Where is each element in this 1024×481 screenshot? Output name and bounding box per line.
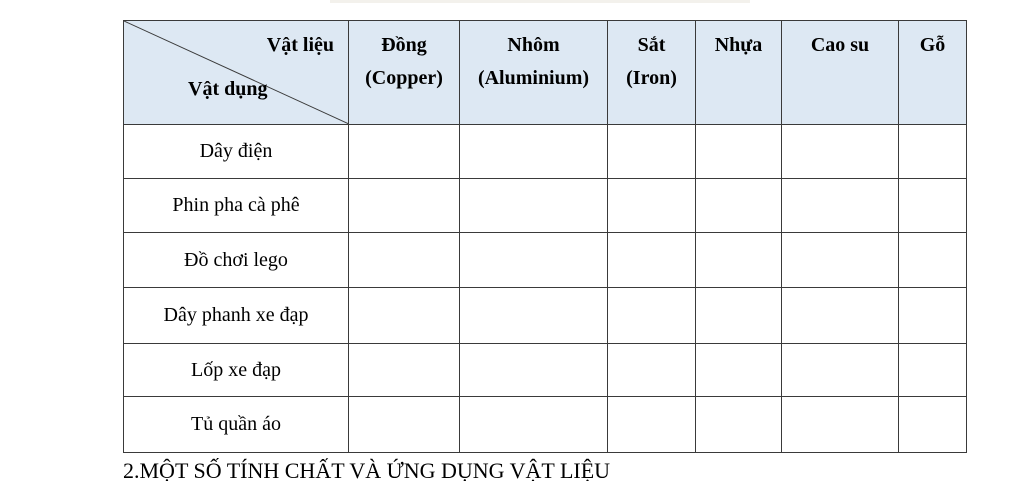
- table-row: [124, 344, 967, 397]
- empty-cell: [460, 344, 608, 397]
- column-header-line1: Nhôm: [507, 34, 560, 56]
- empty-cell: [696, 288, 782, 344]
- cropped-title-strip: [330, 0, 750, 3]
- column-header-line1: Đồng: [381, 34, 427, 56]
- empty-cell: [608, 344, 696, 397]
- empty-cell: [608, 288, 696, 344]
- empty-cell: [899, 233, 967, 288]
- column-header-iron: [608, 21, 696, 125]
- row-label: Dây phanh xe đạp: [124, 288, 349, 344]
- empty-cell: [460, 179, 608, 233]
- column-header-plastic: [696, 21, 782, 125]
- row-label: Phin pha cà phê: [124, 179, 349, 233]
- empty-cell: [349, 397, 460, 453]
- table-row: [124, 233, 967, 288]
- column-header-line1: Sắt: [637, 34, 666, 56]
- empty-cell: [899, 288, 967, 344]
- empty-cell: [696, 179, 782, 233]
- corner-label-item: Vật dụng: [188, 78, 268, 100]
- corner-label-material: Vật liệu: [266, 34, 334, 56]
- column-header-wood: [899, 21, 967, 125]
- empty-cell: [782, 344, 899, 397]
- row-label: Tủ quần áo: [124, 397, 349, 453]
- table-row: [124, 179, 967, 233]
- empty-cell: [349, 233, 460, 288]
- column-header-line1: Gỗ: [919, 34, 946, 56]
- column-header-line1: Cao su: [810, 34, 870, 56]
- empty-cell: [460, 233, 608, 288]
- empty-cell: [696, 125, 782, 179]
- row-label: Đồ chơi lego: [124, 233, 349, 288]
- column-header-rubber: [782, 21, 899, 125]
- column-header-line2: (Iron): [626, 67, 677, 89]
- materials-table: [123, 20, 967, 453]
- empty-cell: [899, 344, 967, 397]
- empty-cell: [349, 344, 460, 397]
- empty-cell: [460, 288, 608, 344]
- empty-cell: [349, 179, 460, 233]
- empty-cell: [782, 288, 899, 344]
- empty-cell: [782, 179, 899, 233]
- table-row: [124, 125, 967, 179]
- empty-cell: [460, 125, 608, 179]
- row-label: Dây điện: [124, 125, 349, 179]
- empty-cell: [696, 344, 782, 397]
- column-header-line1: Nhựa: [714, 34, 763, 56]
- row-label: Lốp xe đạp: [124, 344, 349, 397]
- empty-cell: [899, 125, 967, 179]
- column-header-copper: [349, 21, 460, 125]
- empty-cell: [782, 397, 899, 453]
- section-heading: 2.MỘT SỐ TÍNH CHẤT VÀ ỨNG DỤNG VẬT LIỆU: [123, 458, 611, 481]
- empty-cell: [696, 397, 782, 453]
- column-header-line2: (Copper): [365, 67, 443, 89]
- empty-cell: [782, 125, 899, 179]
- empty-cell: [349, 288, 460, 344]
- empty-cell: [608, 397, 696, 453]
- corner-header-cell: [124, 21, 349, 125]
- column-header-aluminium: [460, 21, 608, 125]
- empty-cell: [460, 397, 608, 453]
- empty-cell: [349, 125, 460, 179]
- empty-cell: [899, 397, 967, 453]
- empty-cell: [608, 233, 696, 288]
- table-row: [124, 397, 967, 453]
- table-row: [124, 288, 967, 344]
- empty-cell: [608, 125, 696, 179]
- empty-cell: [782, 233, 899, 288]
- empty-cell: [899, 179, 967, 233]
- header-row: [124, 21, 967, 125]
- column-header-line2: (Aluminium): [477, 67, 590, 89]
- empty-cell: [608, 179, 696, 233]
- empty-cell: [696, 233, 782, 288]
